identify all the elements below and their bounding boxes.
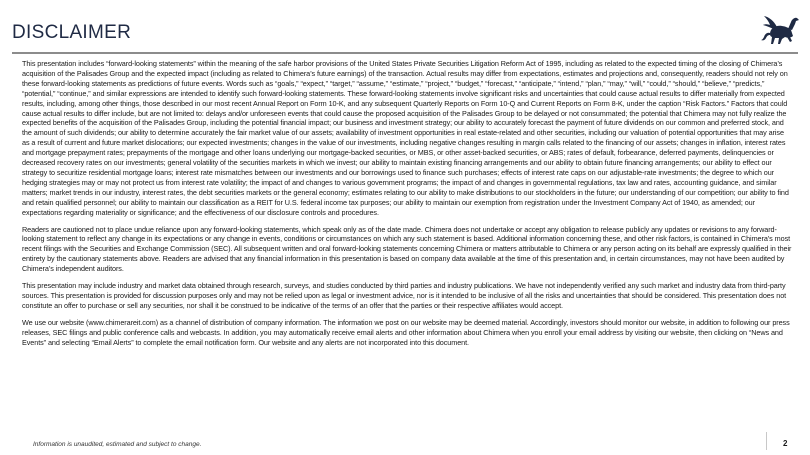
reliance-paragraph: Readers are cautioned not to place undue reliance upon any forward-looking statements, which speak only as of the date made. Chimera does not undertake or accept any obligation to release publicly any updates or revisions to any forward-looking statement to reflect any change in its expectations or any change in events, conditions or circumstances on which any such statement is based. Additional information concerning these, and other risk factors, is contained in Chimera’s most recent filings with the Securities and Exchange Commission (SEC). All subsequent written and oral forward-looking statements concerning Chimera or matters attributable to Chimera or any person acting on its behalf are expressly qualified in their entirety by the cautionary statements above. Readers are advised that any financial information in this presentation is based on company data available at the time of this presentation and, in certain circumstances, may not have been audited by Chimera’s independent auditors.	[22, 224, 792, 274]
page-title: DISCLAIMER	[12, 22, 132, 43]
chimera-logo-icon	[760, 8, 804, 52]
disclaimer-body	[22, 59, 792, 354]
title-divider	[12, 52, 798, 54]
website-paragraph: We use our website (www.chimerareit.com) as a channel of distribution of company information. The information we post on our website may be deemed material. Accordingly, investors should monitor our website, in addition to following our press releases, SEC filings and public conference calls and webcasts. In addition, you may automatically receive email alerts and other information about Chimera when you enroll your email address by visiting our website, then clicking on “News and Events” and selecting “Email Alerts” to complete the email notification form. Our website and any alerts are not incorporated into this document.	[22, 317, 790, 347]
market-data-paragraph: This presentation may include industry and market data obtained through research, surveys, and studies conducted by third parties and industry publications. We have not independently verified any such market and industry data from third-party sources. This presentation is provided for discussion purposes only and may not be relied upon as legal or investment advice, nor is it intended to be inclusive of all the risks and uncertainties that should be considered. This presentation does not constitute an offer to purchase or sell any securities, nor shall it be construed to be indicative of the terms of an offer that the parties or their respective affiliates would accept.	[22, 281, 787, 310]
forward-looking-paragraph: This presentation includes “forward-looking statements” within the meaning of the safe harbor provisions of the United States Private Securities Litigation Reform Act of 1995, including as related to the expected timing of the closing of Chimera’s acquisition of the Palisades Group and the expected impact (including as related to Chimera’s future earnings) of the transaction. Actual results may differ from expectations, estimates and projections and, consequently, readers should not rely on these forward-looking statements as predictions of future events. Words such as “goals,” “expect,” “target,” “assume,” “estimate,” “project,” “budget,” “forecast,” “anticipate,” “intend,” “plan,” “may,” “will,” “could,” “should,” “believe,” “predicts,” “potential,” “continue,” and similar expressions are intended to identify such forward-looking statements. These forward-looking statements involve significant risks and uncertainties that could cause actual results to differ materially from expected results, including, among other things, those described in our most recent Annual Report on Form 10-K, and any subsequent Quarterly Reports on Form 10-Q and Current Reports on Form 8-K, under the caption “Risk Factors.” Factors that could cause actual results to differ include, but are not limited to: delays and/or unforeseen events that could cause the proposed acquisition of the Palisades Group to be delayed or not consummated; the potential that Chimera may not fully realize the expected benefits of the acquisition of the Palisades Group, including the potential financial impact; our business and investment strategy; our ability to accurately forecast the payment of future dividends on our common and preferred stock, and the amount of such dividends; our ability to determine accurately the fair market value of our assets; availability of investment opportunities in real estate-related and other securities, including our valuation of potential opportunities that may arise as a result of current and future market dislocations; our expected investments; changes in the value of our investments, including negative changes resulting in margin calls related to the financing of our assets; changes in inflation, interest rates and mortgage prepayment rates; prepayments of the mortgage and other loans underlying our mortgage-backed securities, or MBS, or other asset-backed securities, or ABS; rates of default, forbearance, deferred payments, delinquencies or decreased recovery rates on our investments; general volatility of the securities markets in which we invest; our ability to maintain existing financing arrangements and our ability to obtain future financing arrangements; our ability to effect our strategy to securitize residential mortgage loans; interest rate mismatches between our investments and our borrowings used to finance such purchases; effects of interest rate caps on our adjustable-rate investments; the degree to which our hedging strategies may or may not protect us from interest rate volatility; the impact of and changes to various government programs; the impact of and changes in governmental regulations, tax law and rates, accounting guidance, and similar matters; market trends in our industry, interest rates, the debt securities markets or the general economy; estimates relating to our ability to make distributions to our stockholders in the future; our understanding of our competition; our ability to find and retain qualified personnel; our ability to maintain our classification as a REIT for U.S. federal income tax purposes; our ability to maintain our exemption from registration under the Investment Company Act of 1940, as amended; our expectations regarding materiality or significance; and the effectiveness of our disclosure controls and procedures.	[22, 59, 789, 217]
page-number-divider	[766, 432, 767, 450]
page-number: 2	[783, 439, 788, 448]
footer-note: Information is unaudited, estimated and subject to change.	[33, 441, 202, 448]
